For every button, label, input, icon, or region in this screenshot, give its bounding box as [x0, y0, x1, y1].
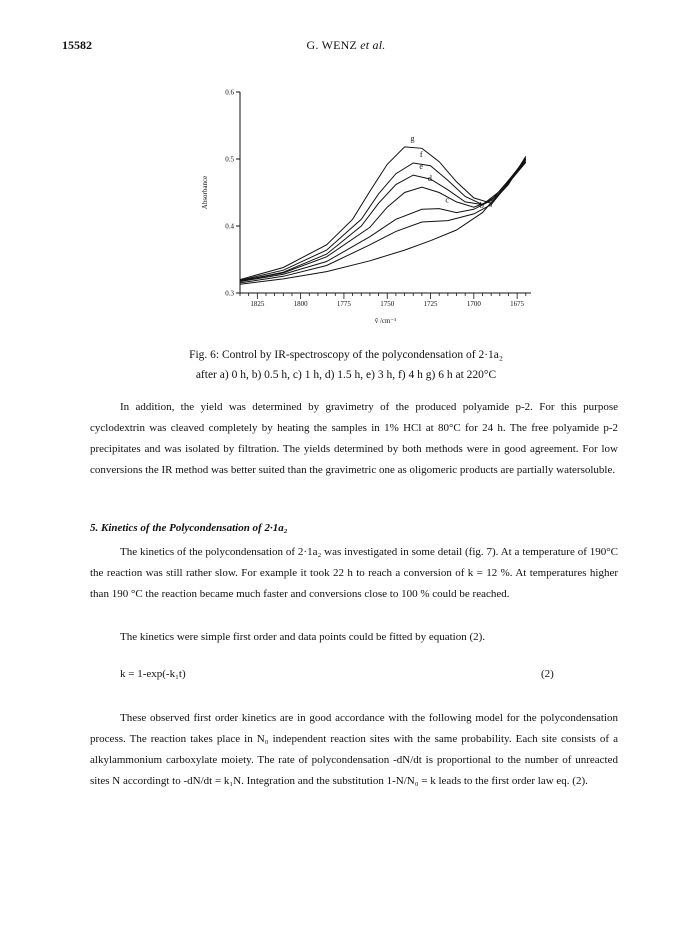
y-tick-label: 0.6 — [225, 88, 234, 97]
x-tick-label: 1825 — [250, 300, 265, 308]
curve-label-f: f — [419, 150, 423, 160]
page-number: 15582 — [62, 38, 92, 52]
y-tick-label: 0.5 — [225, 155, 234, 164]
spectrum-curve-c — [240, 162, 526, 282]
y-axis-title: Absorbance — [201, 175, 209, 210]
x-tick-label: 1800 — [293, 300, 308, 308]
body-paragraph-4: These observed first order kinetics are in good accordance with the following model for the polycondensation process. The reaction takes place in N₀ independent reaction sites with the same probability. Each site consists of a alkylammonium carboxylate moiety. The rate of polycondensation -dN/dt is proportional to the number of unreacted sites N accordingt to -dN/dt = k₁N. Integration and the substitution 1-N/N₀ = k leads to the first order law eq. (2). — [90, 712, 618, 787]
body-paragraph-2: The kinetics of the polycondensation of 2·1a₂ was investigated in some detail (fig. 7). At a temperature of 190°C the reaction was still rather slow. For example it took 22 h to reach a conversion of k = 12 %. At temperatures higher than 190 °C the reaction became much faster and conversions close to 100 % could be reached. — [90, 546, 618, 600]
equation-2: k = 1-exp(-k₁t) — [120, 668, 186, 680]
x-axis-title: ṽ /cm⁻¹ — [374, 317, 397, 325]
spectrum-curve-g — [240, 147, 526, 280]
ir-spectrum-chart — [195, 80, 555, 330]
body-paragraph-3: The kinetics were simple first order and data points could be fitted by equation (2). — [120, 631, 486, 643]
curve-label-c: c — [445, 195, 449, 205]
curve-label-a: a — [488, 199, 493, 209]
running-head-authors: G. WENZ — [306, 38, 358, 52]
running-head — [0, 38, 692, 53]
body-paragraph-1: In addition, the yield was determined by gravimetry of the produced polyamide p-2. For this purpose cyclodextrin was cleaved completely by heating the samples in 1% HCl at 80°C for 24 h. The free polyamide p-2 precipitates and was isolated by filtration. The yields determined by both methods were in good agreement. For low conversions the IR method was better suited than the gravimetric one as oligomeric products are partially watersoluble. — [90, 401, 618, 476]
spectrum-curve-b — [240, 162, 526, 283]
curve-label-d: d — [427, 174, 432, 184]
spectrum-curve-e — [240, 159, 526, 281]
ir-spectrum-figure — [195, 80, 555, 330]
x-tick-label: 1675 — [510, 300, 525, 308]
spectrum-curve-a — [240, 159, 526, 284]
curve-label-g: g — [410, 133, 415, 143]
spectrum-curve-d — [240, 160, 526, 281]
y-tick-label: 0.3 — [225, 289, 234, 298]
spectrum-curve-f — [240, 158, 526, 281]
x-tick-label: 1700 — [466, 300, 481, 308]
y-tick-label: 0.4 — [225, 222, 234, 231]
figure-caption-line1: Fig. 6: Control by IR-spectroscopy of the polycondensation of 2·1a₂ — [189, 349, 503, 361]
curve-label-e: e — [419, 162, 423, 172]
x-tick-label: 1725 — [423, 300, 438, 308]
x-tick-label: 1775 — [336, 300, 351, 308]
curve-label-b: b — [479, 200, 484, 210]
section-heading: 5. Kinetics of the Polycondensation of 2·1a₂ — [90, 522, 288, 534]
equation-number: (2) — [541, 668, 554, 680]
running-head-etal: et al. — [360, 38, 386, 52]
figure-caption-line2: after a) 0 h, b) 0.5 h, c) 1 h, d) 1.5 h, e) 3 h, f) 4 h g) 6 h at 220°C — [195, 369, 497, 381]
x-tick-label: 1750 — [380, 300, 395, 308]
